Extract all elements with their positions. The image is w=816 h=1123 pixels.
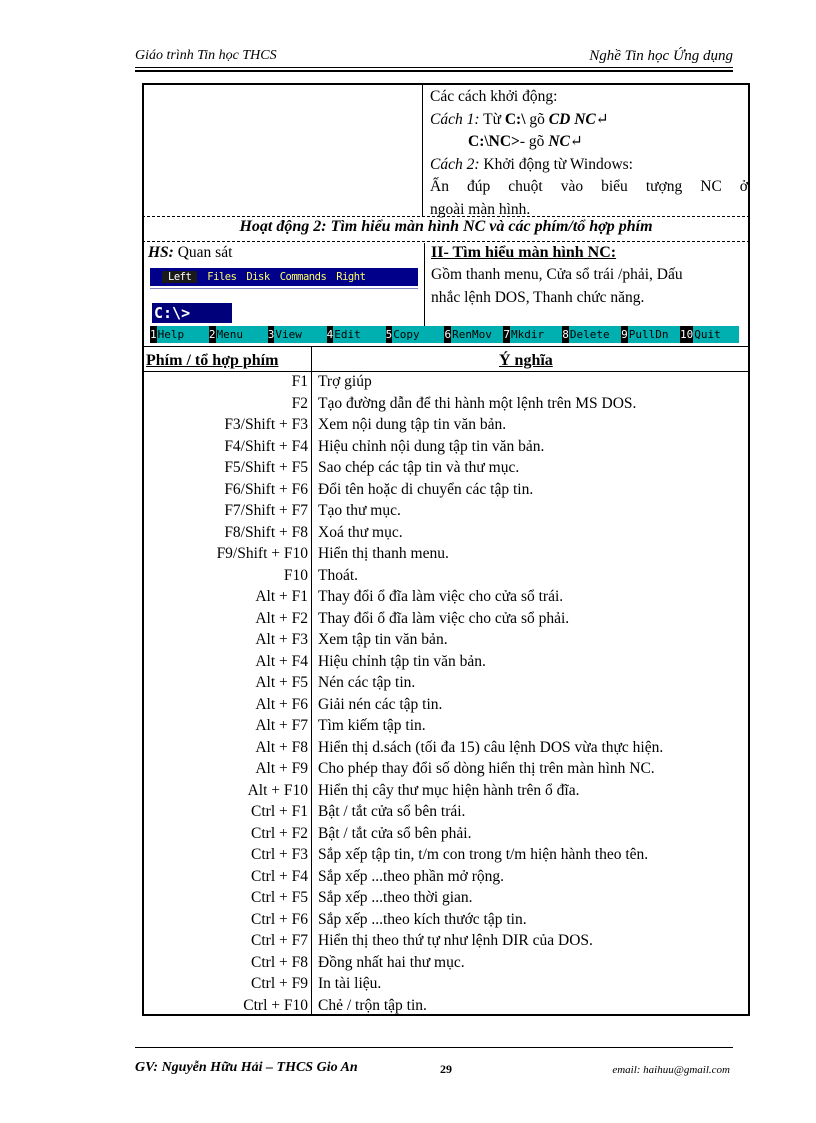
dashed-rule-bottom — [142, 241, 750, 242]
hs-observe — [148, 244, 232, 262]
hs-text: Quan sát — [173, 244, 233, 261]
line3-cmd: NC — [548, 133, 570, 150]
fkey-4: 4 Edit — [327, 326, 386, 343]
table-row — [142, 803, 750, 825]
key-meaning: In tài liệu. — [318, 975, 382, 992]
cach1-path: C:\ — [504, 110, 526, 128]
key-meaning: Sắp xếp ...theo kích thước tập tin. — [318, 910, 527, 928]
key-combo: F3/Shift + F3 — [224, 416, 308, 433]
nc-panel-edge — [150, 288, 418, 289]
key-combo: Alt + F5 — [255, 674, 308, 691]
nc-dos-prompt: C:\> — [152, 303, 232, 323]
key-combo: Alt + F2 — [255, 609, 308, 627]
table-row — [142, 588, 750, 610]
header-left: Giáo trình Tin học THCS — [135, 48, 277, 63]
table-row — [142, 567, 750, 589]
key-combo: F7/Shift + F7 — [224, 502, 308, 519]
fkey-7: 7 Mkdir — [503, 326, 562, 343]
table-row — [142, 846, 750, 868]
key-combo: Alt + F10 — [247, 781, 308, 799]
table-row — [142, 373, 750, 395]
table-row — [142, 825, 750, 847]
key-combo: F9/Shift + F10 — [216, 545, 308, 562]
key-meaning: Nén các tập tin. — [318, 674, 416, 691]
section-2-desc-line-2: nhắc lệnh DOS, Thanh chức năng. — [431, 288, 645, 306]
hs-label: HS: — [148, 244, 174, 261]
key-meaning: Sắp xếp tập tin, t/m con trong t/m hiện hành theo tên. — [318, 846, 649, 863]
startup-line-2 — [430, 109, 748, 132]
table-row — [142, 717, 750, 739]
page-header — [135, 48, 733, 68]
page-number: 29 — [440, 1062, 452, 1076]
table-row — [142, 481, 750, 503]
key-combo: Alt + F4 — [255, 652, 308, 670]
nc-function-key-bar — [150, 326, 739, 343]
key-combo: Ctrl + F6 — [251, 910, 308, 928]
startup-line-5: Ấn đúp chuột vào biểu tượng NC ở — [430, 178, 748, 195]
nc-menu-commands: Commands — [279, 271, 327, 283]
key-combo: Alt + F9 — [255, 760, 308, 777]
table-row — [142, 997, 750, 1019]
header-right: Nghề Tin học Ứng dụng — [589, 48, 733, 64]
table-row — [142, 459, 750, 481]
table-header-meaning: Ý nghĩa — [499, 352, 553, 369]
key-combo: Ctrl + F4 — [251, 867, 308, 885]
key-combo: F4/Shift + F4 — [224, 437, 308, 455]
table-row — [142, 416, 750, 438]
key-meaning: Hiệu chỉnh nội dung tập tin văn bản. — [318, 437, 545, 455]
key-combo: Alt + F8 — [255, 738, 308, 756]
line3-path: C:\NC> — [468, 133, 520, 150]
key-meaning: Tìm kiếm tập tin. — [318, 717, 426, 734]
key-meaning: Hiển thị thanh menu. — [318, 545, 449, 562]
startup-line-6: ngoài màn hình. — [430, 200, 531, 218]
header-rule-thin — [135, 67, 733, 68]
key-combo: Alt + F6 — [255, 695, 308, 713]
key-meaning: Sắp xếp ...theo phần mở rộng. — [318, 867, 504, 885]
key-meaning: Xoá thư mục. — [318, 523, 403, 541]
key-meaning: Cho phép thay đổi số dòng hiển thị trên màn hình NC. — [318, 760, 655, 777]
key-combo: F5/Shift + F5 — [224, 459, 308, 476]
header-rule-thick — [135, 70, 733, 72]
section-2-description — [431, 264, 750, 309]
key-meaning: Giải nén các tập tin. — [318, 695, 443, 713]
cach1-pre: Từ — [479, 110, 505, 128]
startup-line-4 — [430, 154, 748, 177]
enter-symbol-1: ↵ — [595, 110, 609, 128]
key-combo: F6/Shift + F6 — [224, 480, 308, 498]
table-row — [142, 954, 750, 976]
table-row — [142, 889, 750, 911]
startup-line-3 — [430, 131, 748, 154]
cach2-label: Cách 2: — [430, 155, 480, 173]
enter-symbol-2: ↵ — [569, 133, 583, 150]
fkey-10: 10 Quit — [680, 326, 739, 343]
key-meaning: Thay đổi ổ đĩa làm việc cho cửa sổ trái. — [318, 588, 564, 605]
table-top-rule — [142, 346, 750, 347]
table-row — [142, 631, 750, 653]
key-meaning: Thoát. — [318, 566, 359, 584]
key-meaning: Bật / tắt cửa sổ bên trái. — [318, 803, 466, 820]
table-row — [142, 438, 750, 460]
fkey-1: 1 Help — [150, 326, 209, 343]
key-combo: F10 — [283, 566, 308, 584]
footer-author: GV: Nguyễn Hữu Hải – THCS Gio An — [135, 1060, 358, 1075]
key-combo: Ctrl + F7 — [251, 932, 308, 949]
cach1-label: Cách 1: — [430, 110, 480, 128]
table-row — [142, 782, 750, 804]
fkey-5: 5 Copy — [386, 326, 445, 343]
key-combo: F8/Shift + F8 — [224, 523, 308, 541]
footer-rule — [135, 1047, 733, 1048]
intro-column-divider — [422, 83, 423, 216]
section-2-title: II- Tìm hiểu màn hình NC: — [431, 244, 617, 261]
key-combo: Ctrl + F9 — [251, 975, 308, 992]
key-combo: Alt + F1 — [255, 588, 308, 605]
nc-menu-bar — [150, 268, 418, 286]
fkey-6: 6 RenMov — [444, 326, 503, 343]
table-row — [142, 502, 750, 524]
table-row — [142, 932, 750, 954]
key-combo: F1 — [291, 373, 308, 390]
key-combo: Ctrl + F3 — [251, 846, 308, 863]
key-combo: Ctrl + F2 — [251, 824, 308, 842]
fkey-8: 8 Delete — [562, 326, 621, 343]
section-column-divider — [424, 243, 425, 326]
table-row — [142, 674, 750, 696]
table-row — [142, 760, 750, 782]
table-row — [142, 524, 750, 546]
key-meaning: Tạo thư mục. — [318, 502, 401, 519]
footer-email: email: haihuu@gmail.com — [612, 1064, 730, 1076]
key-combo: Ctrl + F1 — [251, 803, 308, 820]
key-meaning: Tạo đường dẫn để thi hành một lệnh trên MS DOS. — [318, 394, 637, 412]
startup-methods — [430, 86, 748, 221]
nc-menu-files: Files — [207, 271, 237, 283]
key-meaning: Xem nội dung tập tin văn bản. — [318, 416, 507, 433]
key-combo: Ctrl + F5 — [251, 889, 308, 906]
key-meaning: Đổi tên hoặc di chuyển các tập tin. — [318, 480, 534, 498]
activity-2-title: Hoạt động 2: Tìm hiểu màn hình NC và các phím/tổ hợp phím — [239, 218, 653, 235]
key-combo: Ctrl + F10 — [243, 996, 308, 1014]
table-row — [142, 395, 750, 417]
key-meaning: Xem tập tin văn bản. — [318, 631, 448, 648]
section-2-desc-line-1: Gồm thanh menu, Cửa sổ trái /phải, Dấu — [431, 266, 683, 283]
key-meaning: Hiển thị cây thư mục hiện hành trên ổ đĩa. — [318, 781, 580, 799]
key-combo: F2 — [291, 394, 308, 412]
fkey-2: 2 Menu — [209, 326, 268, 343]
key-meaning: Trợ giúp — [318, 373, 372, 390]
key-combo: Alt + F3 — [255, 631, 308, 648]
table-row — [142, 545, 750, 567]
key-meaning: Hiển thị theo thứ tự như lệnh DIR của DOS. — [318, 932, 593, 949]
table-row — [142, 739, 750, 761]
fkey-9: 9 PullDn — [621, 326, 680, 343]
startup-line-1: Các cách khởi động: — [430, 88, 558, 105]
key-meaning: Hiệu chỉnh tập tin văn bản. — [318, 652, 486, 670]
fkey-3: 3 View — [268, 326, 327, 343]
cach1-cmd: CD NC — [548, 110, 596, 128]
nc-menu-right: Right — [336, 271, 366, 283]
cach2-text: Khởi động từ Windows: — [479, 155, 633, 173]
table-header-key: Phím / tổ hợp phím — [146, 352, 279, 369]
table-row — [142, 653, 750, 675]
cach1-mid: gõ — [525, 110, 549, 128]
nc-menu-left: Left — [162, 271, 197, 283]
key-combo: Ctrl + F8 — [251, 953, 308, 971]
key-meaning: Thay đổi ổ đĩa làm việc cho cửa sổ phải. — [318, 609, 570, 627]
dashed-rule-top — [142, 216, 750, 217]
line3-mid: - gõ — [519, 133, 549, 150]
key-meaning: Đồng nhất hai thư mục. — [318, 953, 465, 971]
key-combo: Alt + F7 — [255, 717, 308, 734]
table-row — [142, 911, 750, 933]
table-row — [142, 868, 750, 890]
table-row — [142, 610, 750, 632]
key-meaning: Hiển thị d.sách (tối đa 15) câu lệnh DOS vừa thực hiện. — [318, 738, 664, 756]
key-meaning: Sắp xếp ...theo thời gian. — [318, 889, 473, 906]
table-header-rule — [142, 371, 750, 372]
table-row — [142, 696, 750, 718]
key-meaning: Bật / tắt cửa sổ bên phải. — [318, 824, 472, 842]
key-meaning: Chẻ / trộn tập tin. — [318, 996, 427, 1014]
nc-menu-disk: Disk — [246, 271, 270, 283]
table-row — [142, 975, 750, 997]
key-meaning: Sao chép các tập tin và thư mục. — [318, 459, 520, 476]
